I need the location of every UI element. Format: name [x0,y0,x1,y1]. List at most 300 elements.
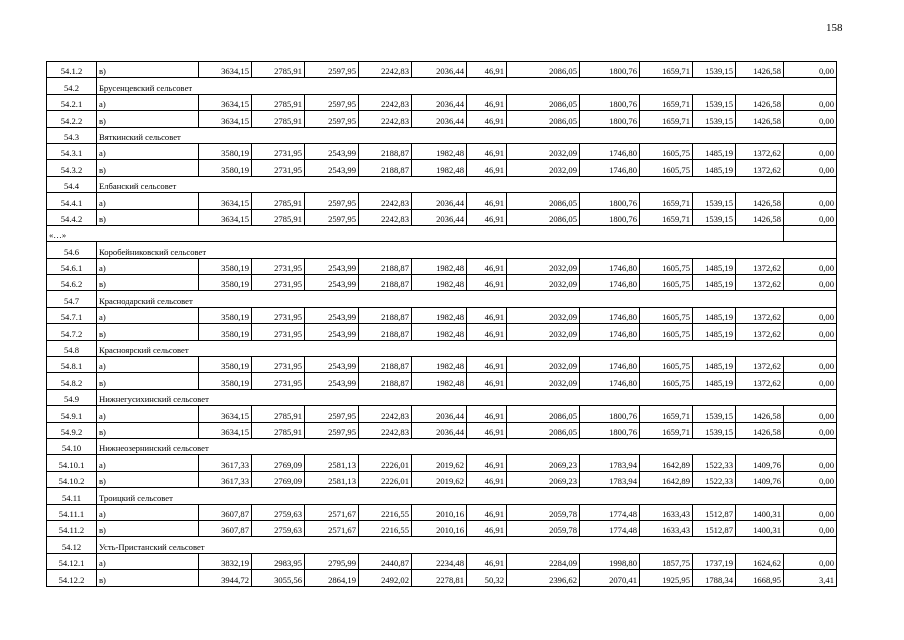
value-cell: 1982,48 [412,373,467,389]
value-cell: 2731,95 [252,275,305,291]
value-cell: 1485,19 [693,373,736,389]
value-cell: 2086,05 [507,422,580,438]
value-cell: 2086,05 [507,406,580,422]
value-cell: 46,91 [467,520,507,536]
value-cell: 1539,15 [693,111,736,127]
value-cell: 1512,87 [693,520,736,536]
value-cell: 2440,87 [359,553,412,569]
section-row [47,488,837,504]
table-row [47,406,837,422]
value-cell: 1998,80 [580,553,640,569]
value-cell: 1982,48 [412,275,467,291]
value-cell: 2278,81 [412,570,467,586]
value-cell: 2032,09 [507,307,580,323]
value-cell: 3,41 [784,570,837,586]
value-cell: 3580,19 [199,307,252,323]
value-cell: 2188,87 [359,143,412,159]
row-label: в) [97,62,199,78]
value-cell: 2759,63 [252,504,305,520]
value-cell: 2785,91 [252,209,305,225]
value-cell: 2086,05 [507,94,580,110]
value-cell: 2983,95 [252,553,305,569]
value-cell: 1746,80 [580,324,640,340]
section-code: 54.6 [47,242,97,258]
value-cell: 1800,76 [580,193,640,209]
value-cell: 1774,48 [580,504,640,520]
value-cell: 2242,83 [359,209,412,225]
value-cell: 3580,19 [199,357,252,373]
value-cell: 1746,80 [580,258,640,274]
value-cell: 2759,63 [252,520,305,536]
row-code: 54.10.1 [47,455,97,471]
value-cell: 2581,13 [305,455,359,471]
table-row [47,94,837,110]
value-cell: 2032,09 [507,373,580,389]
section-row [47,340,837,356]
table-row [47,553,837,569]
value-cell: 2731,95 [252,307,305,323]
value-cell: 2795,99 [305,553,359,569]
table-row [47,193,837,209]
table-row [47,471,837,487]
value-cell: 0,00 [784,373,837,389]
value-cell: 2785,91 [252,422,305,438]
table-row [47,209,837,225]
value-cell: 1659,71 [640,62,693,78]
value-cell: 0,00 [784,471,837,487]
section-title: Нижнеозернинский сельсовет [97,438,837,454]
value-cell: 1982,48 [412,160,467,176]
value-cell: 2032,09 [507,275,580,291]
row-code: 54.8.2 [47,373,97,389]
value-cell: 2785,91 [252,62,305,78]
value-cell: 1982,48 [412,258,467,274]
value-cell: 2731,95 [252,258,305,274]
value-cell: 1800,76 [580,406,640,422]
value-cell: 2032,09 [507,143,580,159]
value-cell: 2242,83 [359,422,412,438]
section-title: Троицкий сельсовет [97,488,837,504]
value-cell: 46,91 [467,62,507,78]
value-cell: 1485,19 [693,307,736,323]
section-code: 54.9 [47,389,97,405]
section-code: 54.4 [47,176,97,192]
row-label: а) [97,455,199,471]
section-row [47,78,837,94]
value-cell: 1746,80 [580,160,640,176]
row-label: в) [97,422,199,438]
table-row [47,357,837,373]
value-cell: 3634,15 [199,193,252,209]
value-cell: 2188,87 [359,307,412,323]
table-row [47,275,837,291]
value-cell: 2769,09 [252,471,305,487]
value-cell: 1409,76 [736,471,784,487]
value-cell: 0,00 [784,324,837,340]
value-cell: 2396,62 [507,570,580,586]
value-cell: 1746,80 [580,373,640,389]
section-row [47,438,837,454]
section-row [47,291,837,307]
section-code: 54.2 [47,78,97,94]
value-cell: 3055,56 [252,570,305,586]
row-label: а) [97,307,199,323]
value-cell: 0,00 [784,193,837,209]
value-cell: 1539,15 [693,62,736,78]
value-cell: 1642,89 [640,471,693,487]
value-cell: 46,91 [467,553,507,569]
value-cell: 1783,94 [580,455,640,471]
section-title: Нижнегусихинский сельсовет [97,389,837,405]
value-cell: 3944,72 [199,570,252,586]
value-cell: 1426,58 [736,111,784,127]
value-cell: 2242,83 [359,111,412,127]
value-cell: 1605,75 [640,258,693,274]
row-code: 54.9.2 [47,422,97,438]
value-cell: 1485,19 [693,143,736,159]
section-code: 54.7 [47,291,97,307]
value-cell: 46,91 [467,143,507,159]
value-cell: 0,00 [784,504,837,520]
value-cell: 1400,31 [736,520,784,536]
section-code: 54.8 [47,340,97,356]
section-title: Вяткинский сельсовет [97,127,837,143]
value-cell: 3634,15 [199,422,252,438]
value-cell: 1372,62 [736,324,784,340]
value-cell: 2492,02 [359,570,412,586]
value-cell: 46,91 [467,324,507,340]
value-cell: 1372,62 [736,307,784,323]
value-cell: 1800,76 [580,62,640,78]
value-cell: 2597,95 [305,62,359,78]
row-code: 54.7.2 [47,324,97,340]
value-cell: 2010,16 [412,520,467,536]
value-cell: 1605,75 [640,160,693,176]
row-code: 54.8.1 [47,357,97,373]
value-cell: 2188,87 [359,324,412,340]
table-row [47,422,837,438]
section-title: Брусенцевский сельсовет [97,78,837,94]
value-cell: 1746,80 [580,357,640,373]
value-cell: 2216,55 [359,520,412,536]
tariff-table [46,61,837,587]
value-cell: 1539,15 [693,193,736,209]
value-cell: 2032,09 [507,357,580,373]
value-cell: 2242,83 [359,406,412,422]
value-cell: 1800,76 [580,94,640,110]
value-cell: 0,00 [784,422,837,438]
table-row [47,258,837,274]
value-cell: 1512,87 [693,504,736,520]
value-cell: 3634,15 [199,111,252,127]
value-cell: 0,00 [784,275,837,291]
section-row [47,389,837,405]
value-cell: 3580,19 [199,324,252,340]
value-cell: 0,00 [784,553,837,569]
value-cell: 2785,91 [252,193,305,209]
row-label: в) [97,111,199,127]
value-cell: 2069,23 [507,471,580,487]
value-cell: 2597,95 [305,209,359,225]
value-cell: 2036,44 [412,422,467,438]
table-body [47,62,837,587]
value-cell: 46,91 [467,193,507,209]
value-cell: 2032,09 [507,258,580,274]
value-cell: 1783,94 [580,471,640,487]
value-cell: 2242,83 [359,94,412,110]
section-title: Красноярский сельсовет [97,340,837,356]
table-row [47,373,837,389]
row-code: 54.1.2 [47,62,97,78]
value-cell: 3580,19 [199,275,252,291]
row-code: 54.9.1 [47,406,97,422]
value-cell: 1426,58 [736,193,784,209]
value-cell: 1539,15 [693,422,736,438]
value-cell: 3634,15 [199,209,252,225]
value-cell: 1800,76 [580,209,640,225]
value-cell: 1633,43 [640,504,693,520]
value-cell: 1774,48 [580,520,640,536]
row-code: 54.6.1 [47,258,97,274]
value-cell: 3617,33 [199,471,252,487]
value-cell: 2036,44 [412,193,467,209]
section-row [47,127,837,143]
row-label: а) [97,94,199,110]
value-cell: 0,00 [784,111,837,127]
value-cell: 2543,99 [305,143,359,159]
table-row [47,62,837,78]
row-label: в) [97,209,199,225]
value-cell: 0,00 [784,455,837,471]
row-code: 54.4.2 [47,209,97,225]
value-cell: 2543,99 [305,160,359,176]
value-cell: 1925,95 [640,570,693,586]
value-cell: 2188,87 [359,275,412,291]
value-cell: 1605,75 [640,275,693,291]
value-cell: 1426,58 [736,62,784,78]
section-title: Усть-Пристанский сельсовет [97,537,837,553]
row-label: в) [97,275,199,291]
value-cell: 2019,62 [412,455,467,471]
value-cell: 2188,87 [359,258,412,274]
value-cell: 46,91 [467,422,507,438]
value-cell: 2059,78 [507,504,580,520]
section-title: Краснодарский сельсовет [97,291,837,307]
value-cell: 1426,58 [736,422,784,438]
value-cell: 2543,99 [305,307,359,323]
value-cell: 1668,95 [736,570,784,586]
value-cell: 1485,19 [693,357,736,373]
value-cell: 2785,91 [252,406,305,422]
value-cell: 1372,62 [736,160,784,176]
value-cell: 2731,95 [252,160,305,176]
value-cell: 1539,15 [693,94,736,110]
value-cell: 50,32 [467,570,507,586]
value-cell: 2226,01 [359,471,412,487]
value-cell: 46,91 [467,111,507,127]
value-cell: 2188,87 [359,357,412,373]
value-cell: 0,00 [784,143,837,159]
value-cell: 2543,99 [305,324,359,340]
value-cell: 0,00 [784,62,837,78]
value-cell: 46,91 [467,373,507,389]
value-cell: 1539,15 [693,209,736,225]
table-row [47,455,837,471]
value-cell: 46,91 [467,406,507,422]
section-row [47,176,837,192]
value-cell: 3607,87 [199,520,252,536]
row-label: а) [97,258,199,274]
row-label: а) [97,193,199,209]
value-cell: 2597,95 [305,111,359,127]
value-cell: 1522,33 [693,455,736,471]
value-cell: 2032,09 [507,160,580,176]
value-cell: 1605,75 [640,324,693,340]
row-label: а) [97,357,199,373]
value-cell: 46,91 [467,258,507,274]
row-label: а) [97,406,199,422]
value-cell: 2036,44 [412,111,467,127]
value-cell: 46,91 [467,209,507,225]
value-cell: 3634,15 [199,94,252,110]
row-label: в) [97,471,199,487]
value-cell: 1372,62 [736,258,784,274]
section-row [47,242,837,258]
value-cell: 1746,80 [580,307,640,323]
section-title: Елбанский сельсовет [97,176,837,192]
value-cell: 2216,55 [359,504,412,520]
row-code: 54.10.2 [47,471,97,487]
value-cell: 1426,58 [736,94,784,110]
value-cell: 1485,19 [693,275,736,291]
value-cell: 3607,87 [199,504,252,520]
value-cell: 1788,34 [693,570,736,586]
value-cell: 2597,95 [305,94,359,110]
value-cell: 2036,44 [412,406,467,422]
value-cell: 46,91 [467,275,507,291]
value-cell: 0,00 [784,307,837,323]
value-cell: 1624,62 [736,553,784,569]
value-cell: 0,00 [784,209,837,225]
value-cell: 2019,62 [412,471,467,487]
value-cell: 2543,99 [305,258,359,274]
value-cell: 1659,71 [640,94,693,110]
row-label: в) [97,570,199,586]
value-cell: 2086,05 [507,193,580,209]
section-row [47,537,837,553]
value-cell: 1659,71 [640,209,693,225]
value-cell: 2234,48 [412,553,467,569]
value-cell: 1426,58 [736,209,784,225]
value-cell: 3832,19 [199,553,252,569]
value-cell: 46,91 [467,455,507,471]
value-cell: 1409,76 [736,455,784,471]
value-cell: 1982,48 [412,357,467,373]
value-cell: 1982,48 [412,143,467,159]
value-cell: 1659,71 [640,193,693,209]
value-cell: 2086,05 [507,111,580,127]
value-cell: 2188,87 [359,160,412,176]
table-row [47,520,837,536]
row-code: 54.3.1 [47,143,97,159]
table-row [47,111,837,127]
table-row [47,143,837,159]
value-cell: 1800,76 [580,111,640,127]
value-cell: 2036,44 [412,62,467,78]
value-cell: 1372,62 [736,275,784,291]
blank-cell [784,225,837,241]
value-cell: 3580,19 [199,143,252,159]
value-cell: 0,00 [784,94,837,110]
omission-marker: «…» [47,225,784,241]
value-cell: 1372,62 [736,357,784,373]
row-code: 54.2.1 [47,94,97,110]
row-label: в) [97,324,199,340]
value-cell: 1400,31 [736,504,784,520]
value-cell: 2059,78 [507,520,580,536]
value-cell: 1539,15 [693,406,736,422]
row-label: в) [97,160,199,176]
value-cell: 2731,95 [252,357,305,373]
value-cell: 2597,95 [305,406,359,422]
value-cell: 1659,71 [640,111,693,127]
value-cell: 0,00 [784,160,837,176]
value-cell: 0,00 [784,357,837,373]
value-cell: 3580,19 [199,258,252,274]
table-row [47,504,837,520]
value-cell: 2785,91 [252,111,305,127]
row-code: 54.11.2 [47,520,97,536]
value-cell: 2188,87 [359,373,412,389]
section-code: 54.11 [47,488,97,504]
row-label: а) [97,504,199,520]
value-cell: 1857,75 [640,553,693,569]
value-cell: 1642,89 [640,455,693,471]
row-code: 54.6.2 [47,275,97,291]
value-cell: 3634,15 [199,406,252,422]
value-cell: 2785,91 [252,94,305,110]
value-cell: 46,91 [467,160,507,176]
value-cell: 0,00 [784,406,837,422]
value-cell: 1485,19 [693,324,736,340]
value-cell: 2731,95 [252,324,305,340]
row-code: 54.7.1 [47,307,97,323]
value-cell: 1485,19 [693,258,736,274]
value-cell: 2086,05 [507,62,580,78]
row-code: 54.11.1 [47,504,97,520]
value-cell: 1372,62 [736,373,784,389]
table-row [47,570,837,586]
value-cell: 46,91 [467,504,507,520]
section-title: Коробейниковский сельсовет [97,242,837,258]
value-cell: 1982,48 [412,307,467,323]
value-cell: 2036,44 [412,94,467,110]
value-cell: 1982,48 [412,324,467,340]
value-cell: 1737,19 [693,553,736,569]
table-row [47,160,837,176]
value-cell: 46,91 [467,94,507,110]
value-cell: 2242,83 [359,193,412,209]
value-cell: 46,91 [467,471,507,487]
section-code: 54.10 [47,438,97,454]
value-cell: 2543,99 [305,357,359,373]
value-cell: 0,00 [784,520,837,536]
table-row [47,307,837,323]
page-number: 158 [826,22,843,34]
value-cell: 1485,19 [693,160,736,176]
row-label: в) [97,373,199,389]
row-code: 54.4.1 [47,193,97,209]
